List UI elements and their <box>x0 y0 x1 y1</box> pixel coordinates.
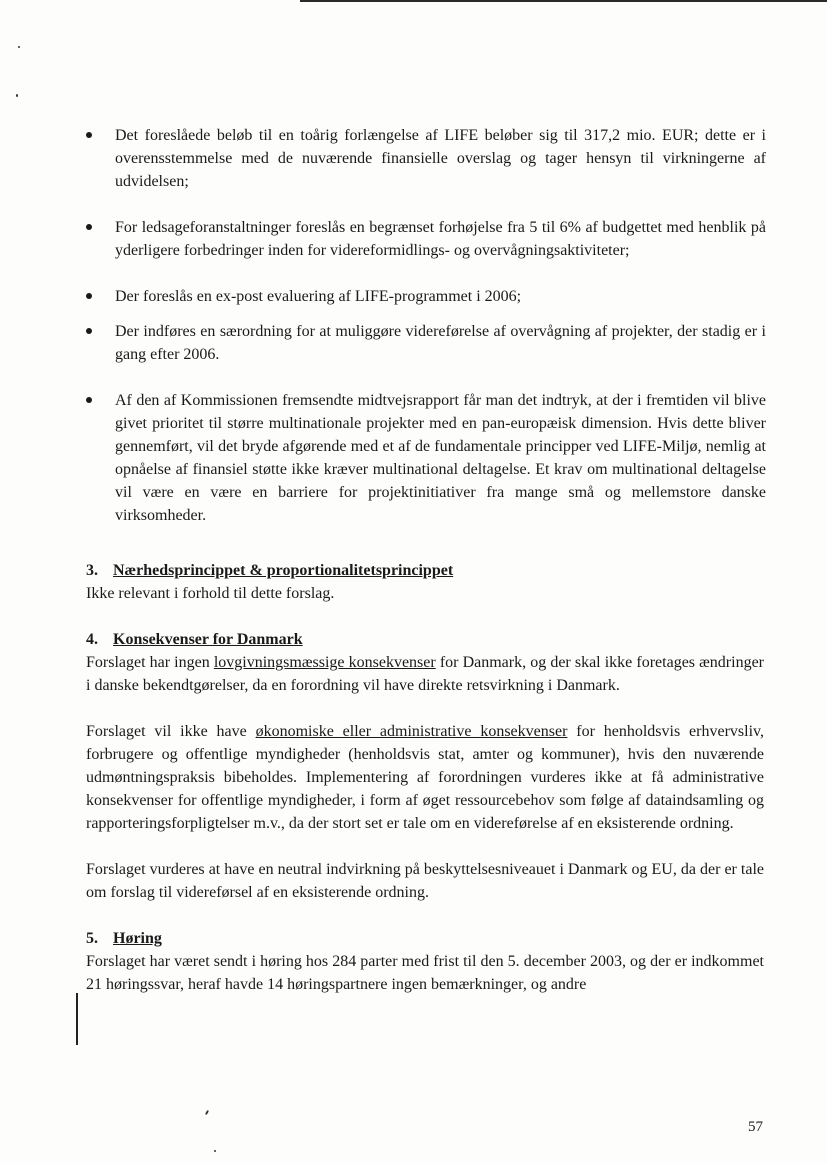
section-title: Høring <box>113 930 162 947</box>
document-sections <box>86 559 764 996</box>
scan-speck <box>214 1150 216 1152</box>
bullet-item <box>86 216 766 262</box>
scan-speck <box>18 46 20 48</box>
bullet-icon <box>86 328 92 334</box>
bullet-icon <box>86 293 92 299</box>
bullet-item <box>86 124 766 193</box>
section-number: 5. <box>86 930 98 947</box>
section-heading <box>86 559 764 582</box>
scan-speck <box>16 94 18 97</box>
paragraph: Forslaget vurderes at have en neutral indvirkning på beskyttelsesniveauet i Danmark og EU, da der er tale om forslag til videreførsel af en eksisterende ordning. <box>86 861 764 901</box>
page-number: 57 <box>748 1119 763 1135</box>
paragraph-text: for Danmark, og der skal ikke foretages ændringer i danske bekendtgørelser, da en forordning vil have direkte retsvirkning i Danmark. <box>86 654 764 694</box>
bullet-text: Af den af Kommissionen fremsendte midtvejsrapport får man det indtryk, at der i fremtiden vil blive givet prioritet til større multinationale projekter med en pan-europæisk dimension. Hvis dette bliver gennemført, vil det bryde afgørende med et af de fundamentale principper ved LIFE-Miljø, nemlig at opnåelse af finansiel støtte ikke kræver multinational deltagelse. Et krav om multinational deltagelse vil være en være en barriere for projektinitiativer fra mange små og mellemstore danske virksomheder. <box>115 392 766 524</box>
section-title: Konsekvenser for Danmark <box>113 631 303 648</box>
section-text: Forslaget har været sendt i høring hos 284 parter med frist til den 5. december 2003, og der er indkommet 21 høringssvar, heraf havde 14 høringspartnere ingen bemærkninger, og andre <box>86 953 764 993</box>
section-number: 3. <box>86 562 98 579</box>
bullet-icon <box>86 132 92 138</box>
bullet-item <box>86 320 766 366</box>
underlined-term: lovgivningsmæssige konsekvenser <box>213 654 436 671</box>
bullet-text: Der foreslås en ex-post evaluering af LIFE-programmet i 2006; <box>115 288 522 305</box>
section-text: Ikke relevant i forhold til dette forslag. <box>86 585 335 602</box>
bullet-icon <box>86 224 92 230</box>
paragraph-text: for henholdsvis erhvervsliv, forbrugere og offentlige myndigheder (henholdsvis stat, amter og kommuner), hvis den nuværende udmøntningspraksis bibeholdes. Implementering af forordningen vurderes ikke at få administrative konsekvenser for offentlige myndigheder, i form af øget ressourcebehov som følge af dataindsamling og rapporteringsforpligtelser m.v., da der stort set er tale om en videreførelse af en eksisterende ordning. <box>86 723 764 832</box>
section-number: 4. <box>86 631 98 648</box>
paragraph <box>86 651 764 697</box>
bullet-text: Der indføres en særordning for at muliggøre videreførelse af overvågning af projekter, der stadig er i gang efter 2006. <box>115 323 766 363</box>
bullet-item <box>86 389 766 527</box>
revision-bar <box>76 993 78 1045</box>
bullet-icon <box>86 397 92 403</box>
scan-top-rule <box>300 0 827 2</box>
section-heading <box>86 628 764 651</box>
paragraph-text: Forslaget har ingen <box>86 654 214 671</box>
bullet-text: Det foreslåede beløb til en toårig forlængelse af LIFE beløber sig til 317,2 mio. EUR; dette er i overensstemmelse med de nuværende finansielle overslag og tager hensyn til virkningerne af udvidelsen; <box>115 127 766 190</box>
scan-speck <box>205 1110 209 1115</box>
bullet-list <box>86 124 766 527</box>
paragraph <box>86 720 764 835</box>
bullet-text: For ledsageforanstaltninger foreslås en begrænset forhøjelse fra 5 til 6% af budgettet med henblik på yderligere forbedringer inden for videreformidlings- og overvågningsaktiviteter; <box>115 219 766 259</box>
bullet-item <box>86 285 766 308</box>
paragraph-text: Forslaget vil ikke have <box>86 723 256 740</box>
section-title: Nærhedsprincippet & proportionalitetsprincippet <box>113 562 454 579</box>
section-heading <box>86 927 764 950</box>
underlined-term: økonomiske eller administrative konsekvenser <box>255 723 568 740</box>
